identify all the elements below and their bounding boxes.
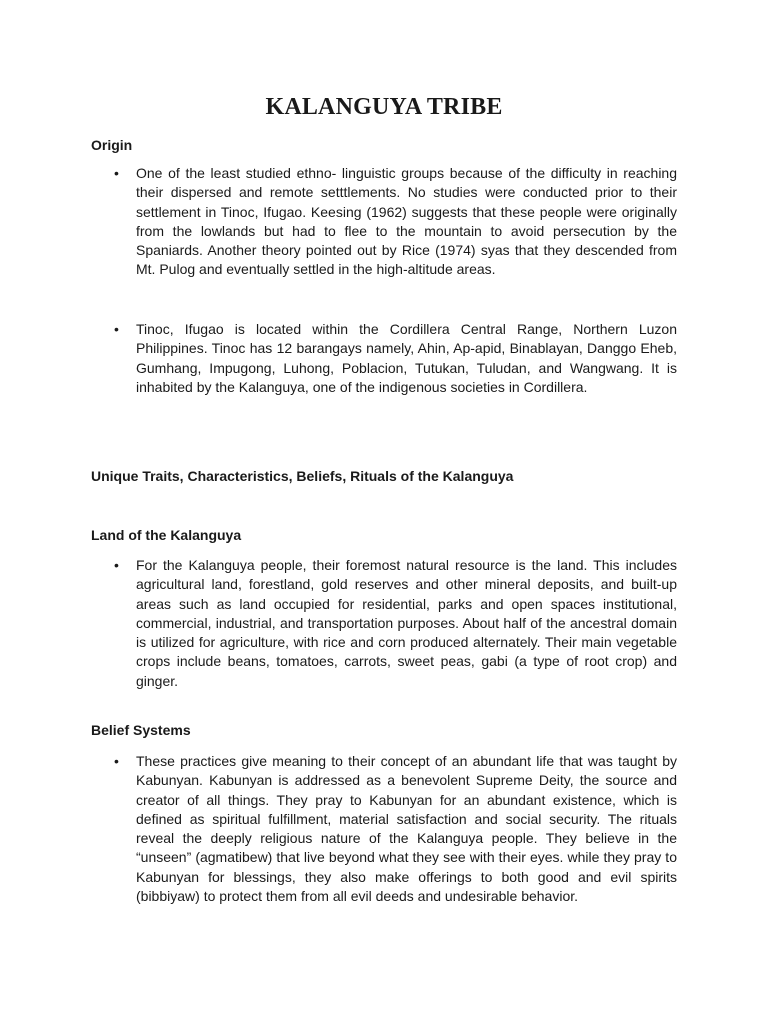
land-bullet-1-text: For the Kalanguya people, their foremost natural resource is the land. This includes agricultural land, forestland, gold reserves and other mineral deposits, and built-up areas such as land occupied for residential, parks and open spaces institutional, commercial, industrial, and transportation purposes. About half of the ancestral domain is utilized for agriculture, with rice and corn produced alternately. Their main vegetable crops include beans, tomatoes, carrots, sweet peas, gabi (a type of root crop) and ginger. <box>136 557 677 689</box>
section-heading-belief-systems: Belief Systems <box>91 722 191 738</box>
bullet-icon: • <box>114 753 119 769</box>
belief-bullet-1-text: These practices give meaning to their concept of an abundant life that was taught by Kabunyan. Kabunyan is addressed as a benevolent Supreme Deity, the source and creator of all things. They pray to Kabunyan for an abundant existence, which is defined as spiritual fulfillment, material satisfaction and social security. The rituals reveal the deeply religious nature of the Kalanguya people. They believe in the “unseen” (agmatibew) that live beyond what they see with their eyes. while they pray to Kabunyan for blessings, they also make offerings to both good and evil spirits (bibbiyaw) to protect them from all evil deeds and undesirable behavior. <box>136 753 677 905</box>
origin-bullet-1-text: One of the least studied ethno- linguistic groups because of the difficulty in reaching their dispersed and remote setttlements. No studies were conducted prior to their settlement in Tinoc, Ifugao. Keesing (1962) suggests that these people were originally from the lowlands but had to flee to the mountain to avoid persecution by the Spaniards. Another theory pointed out by Rice (1974) syas that they descended from Mt. Pulog and eventually settled in the high-altitude areas. <box>136 165 677 278</box>
origin-bullet-2 <box>114 320 677 397</box>
section-heading-origin: Origin <box>91 137 133 153</box>
bullet-icon: • <box>114 165 119 181</box>
document-title: KALANGUYA TRIBE <box>265 94 503 120</box>
belief-bullet-1 <box>114 752 677 906</box>
section-heading-land: Land of the Kalanguya <box>91 527 242 543</box>
section-heading-unique-traits: Unique Traits, Characteristics, Beliefs, Rituals of the Kalanguya <box>91 468 514 484</box>
land-bullet-1 <box>114 556 677 691</box>
bullet-icon: • <box>114 557 119 573</box>
origin-bullet-2-text: Tinoc, Ifugao is located within the Cordillera Central Range, Northern Luzon Philippines. Tinoc has 12 barangays namely, Ahin, Ap-apid, Binablayan, Danggo Eheb, Gumhang, Impugong, Luhong, Poblacion, Tutukan, Tuludan, and Wangwang. It is inhabited by the Kalanguya, one of the indigenous societies in Cordillera. <box>136 321 677 395</box>
bullet-icon: • <box>114 321 119 337</box>
origin-bullet-1 <box>114 164 677 280</box>
